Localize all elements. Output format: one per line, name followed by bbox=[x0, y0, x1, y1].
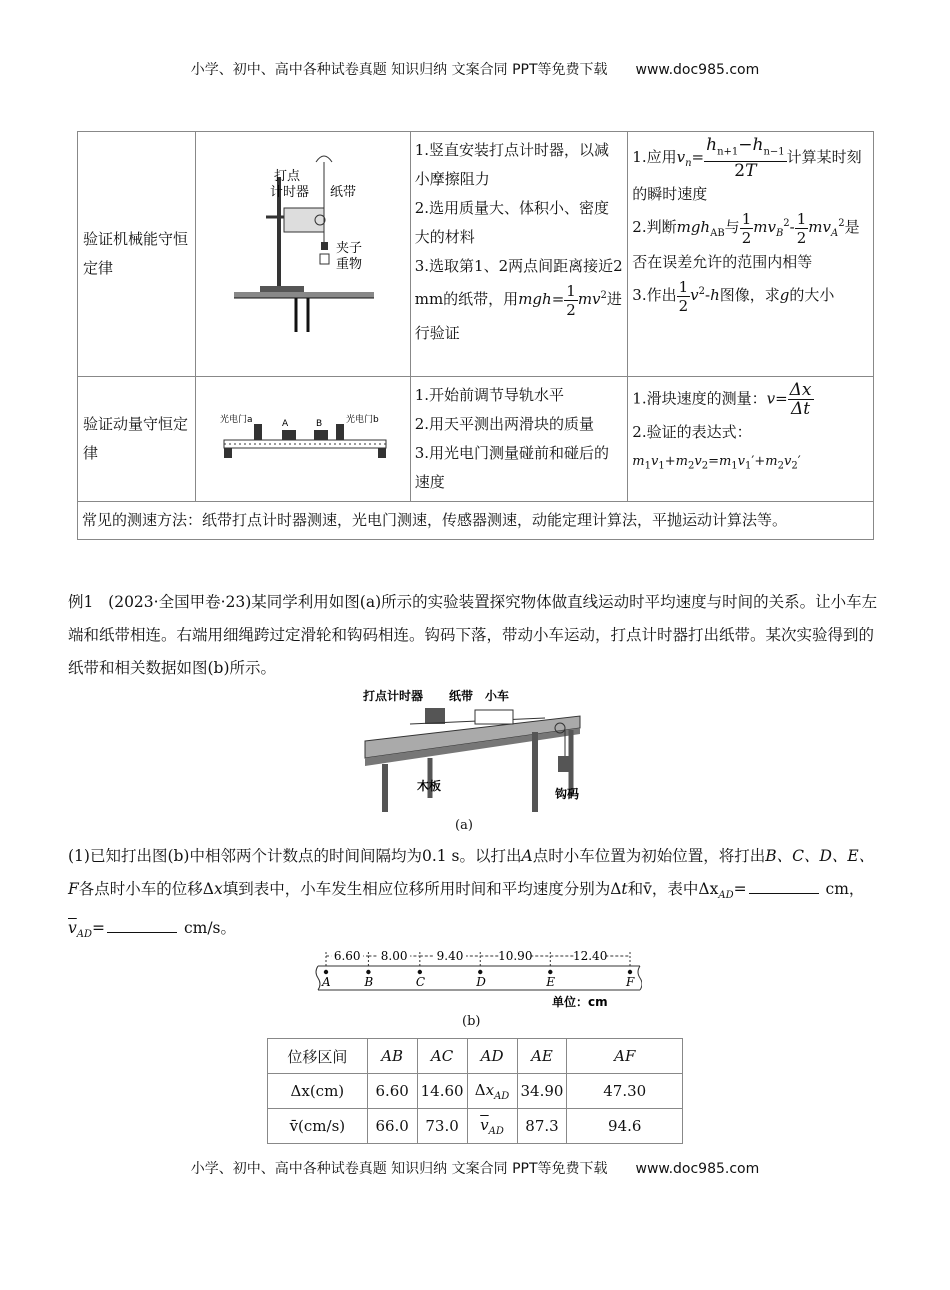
label-slider-a: A bbox=[281, 419, 288, 429]
header-cell: AC bbox=[417, 1039, 467, 1074]
note-3: 3.用光电门测量碰前和碰后的速度 bbox=[414, 444, 610, 491]
note-1: 1.竖直安装打点计时器，以减小摩擦阻力 bbox=[414, 141, 610, 188]
tape-segment-label: 6.60 bbox=[333, 949, 361, 963]
method-cell bbox=[628, 377, 874, 502]
table-cell: 87.3 bbox=[517, 1109, 567, 1144]
figure-a-caption: (a) bbox=[455, 818, 473, 833]
notes-cell bbox=[410, 132, 628, 377]
tape-segment-label: 8.00 bbox=[380, 949, 408, 963]
method-2: 2.验证的表达式： bbox=[632, 423, 752, 441]
tape-point-label: A bbox=[322, 975, 331, 989]
label-gate-b: 光电门b bbox=[345, 415, 379, 425]
table-cell: 94.6 bbox=[567, 1109, 683, 1144]
tape-dot-B bbox=[366, 970, 370, 974]
label-timer2: 计时器 bbox=[269, 185, 309, 200]
method-1: 1.滑块速度的测量：v= $\frac{\Delta x}{\Delta t}$ bbox=[632, 380, 812, 419]
summary-table bbox=[77, 131, 874, 540]
note-2: 2.选用质量大、体积小、密度大的材料 bbox=[414, 199, 610, 246]
table-cell: 66.0 bbox=[367, 1109, 417, 1144]
page-header bbox=[0, 59, 950, 79]
experiment-name: 验证动量守恒定律 bbox=[78, 377, 196, 502]
example-text: 某同学利用如图(a)所示的实验装置探究物体做直线运动时平均速度与时间的关系。让小车左端和纸带相连。右端用细绳跨过定滑轮和钩码相连。钩码下落，带动小车运动，打点计时器打出纸带。某次实验得到的纸带和相关数据如图(b)所示。 bbox=[68, 593, 878, 677]
tape-point-label: D bbox=[476, 975, 486, 989]
table-row bbox=[78, 132, 874, 377]
example-label: 例1 bbox=[68, 593, 94, 611]
answer-blank-v[interactable] bbox=[107, 914, 177, 933]
label-slider-b: B bbox=[315, 419, 322, 429]
answer-blank-dx[interactable] bbox=[749, 875, 819, 894]
tape-dot-D bbox=[478, 970, 482, 974]
tape-point-label: E bbox=[546, 975, 556, 989]
example-paragraph bbox=[68, 586, 880, 685]
label-weight: 重物 bbox=[335, 257, 362, 272]
table-cell-v-ad: $\overline{v}_{AD}$ bbox=[467, 1109, 517, 1144]
tape-dot-C bbox=[418, 970, 422, 974]
example-source: (2023·全国甲卷·23) bbox=[108, 593, 252, 611]
table-row bbox=[268, 1074, 683, 1109]
figure-a-cart-setup bbox=[355, 686, 585, 832]
row-label: v̄(cm/s) bbox=[268, 1109, 368, 1144]
page-footer bbox=[0, 1158, 950, 1178]
header-cell: AE bbox=[517, 1039, 567, 1074]
tape-point-label: F bbox=[626, 975, 635, 989]
table-cell: 47.30 bbox=[567, 1074, 683, 1109]
label-weight: 钩码 bbox=[555, 787, 580, 801]
question-paragraph: (1)已知打出图(b)中相邻两个计数点的时间间隔均为0.1 s。以打出A点时小车位置为初始位置，将打出B、C、D、E、F各点时小车的位移Δx填到表中，小车发生相应位移所用时间和平均速度分别为Δt和v̄，表中$\Delta x_{AD}=$ cm，$\overline{v}_{AD}= cm/s$。 bbox=[68, 847, 875, 941]
mechanical-energy-figure bbox=[195, 132, 410, 377]
air-track-diagram bbox=[196, 384, 410, 484]
label-board: 木板 bbox=[417, 779, 442, 793]
summary-footer-cell: 常见的测速方法：纸带打点计时器测速，光电门测速，传感器测速，动能定理计算法，平抛运动计算法等。 bbox=[78, 502, 874, 540]
tape-point-label: B bbox=[364, 975, 374, 989]
method-cell bbox=[628, 132, 874, 377]
header-site: www.doc985.com bbox=[635, 62, 760, 78]
method-2-formula: $m_1v_1+m_2v_2=m_1v_1'+m_2v_2'$ bbox=[632, 454, 801, 472]
table-row bbox=[268, 1109, 683, 1144]
label-timer: 打点计时器 bbox=[363, 689, 424, 703]
label-gate-a: 光电门a bbox=[219, 415, 253, 425]
note-2: 2.用天平测出两滑块的质量 bbox=[414, 415, 595, 433]
header-text: 小学、初中、高中各种试卷真题 知识归纳 文案合同 PPT等免费下载 bbox=[190, 62, 608, 78]
label-clip: 夹子 bbox=[335, 241, 362, 256]
header-cell: AD bbox=[467, 1039, 517, 1074]
tape-segment-label: 9.40 bbox=[436, 949, 464, 963]
tape-dot-F bbox=[628, 970, 632, 974]
tape-segment-label: 10.90 bbox=[498, 949, 533, 963]
figure-b-caption: (b) bbox=[462, 1014, 481, 1029]
notes-cell bbox=[410, 377, 628, 502]
footer-text: 小学、初中、高中各种试卷真题 知识归纳 文案合同 PPT等免费下载 bbox=[190, 1161, 608, 1177]
label-tape: 纸带 bbox=[329, 185, 356, 200]
footer-site: www.doc985.com bbox=[635, 1161, 760, 1177]
header-cell: AB bbox=[367, 1039, 417, 1074]
note-1: 1.开始前调节导轨水平 bbox=[414, 386, 565, 404]
table-row bbox=[78, 502, 874, 540]
tape-dot-A bbox=[324, 970, 328, 974]
table-cell: 6.60 bbox=[367, 1074, 417, 1109]
table-cell-dx-ad: $\Delta x_{AD}$ bbox=[467, 1074, 517, 1109]
row-label: Δx(cm) bbox=[268, 1074, 368, 1109]
table-row bbox=[78, 377, 874, 502]
data-table bbox=[267, 1038, 683, 1144]
tape-segment-label: 12.40 bbox=[572, 949, 608, 963]
tape-unit: 单位：cm bbox=[552, 995, 608, 1009]
table-cell: 73.0 bbox=[417, 1109, 467, 1144]
momentum-figure bbox=[195, 377, 410, 502]
table-cell: 14.60 bbox=[417, 1074, 467, 1109]
label-tape: 纸带 bbox=[449, 689, 474, 703]
free-fall-apparatus-diagram bbox=[196, 132, 410, 366]
tape-dot-E bbox=[548, 970, 552, 974]
figure-b-tape bbox=[312, 946, 642, 1010]
header-cell: 位移区间 bbox=[268, 1039, 368, 1074]
table-row bbox=[268, 1039, 683, 1074]
note-3: 3.选取第1、2两点间距离接近2 mm的纸带，用mgh= $\frac{1}{2}$ $mv^2$进行验证 bbox=[414, 257, 623, 342]
label-timer1: 打点 bbox=[273, 169, 300, 184]
tape-point-label: C bbox=[415, 975, 426, 989]
label-cart: 小车 bbox=[485, 689, 510, 703]
experiment-name: 验证机械能守恒定律 bbox=[78, 132, 196, 377]
table-cell: 34.90 bbox=[517, 1074, 567, 1109]
method-1: 1.应用$v_n=$ $\frac{h_{n+1}-h_{n-1}}{2T}$ 计算某时刻的瞬时速度 bbox=[632, 135, 862, 204]
method-2: 2.判断mgh$_{AB}$与 $\frac{1}{2}$ $mv_B^2-$ $\frac{1}{2}$ $mv_A^2$是否在误差允许的范围内相等 bbox=[632, 209, 860, 272]
method-3: 3.作出 $\frac{1}{2}$ $v^2-h$图像，求g的大小 bbox=[632, 277, 835, 315]
header-cell: AF bbox=[567, 1039, 683, 1074]
